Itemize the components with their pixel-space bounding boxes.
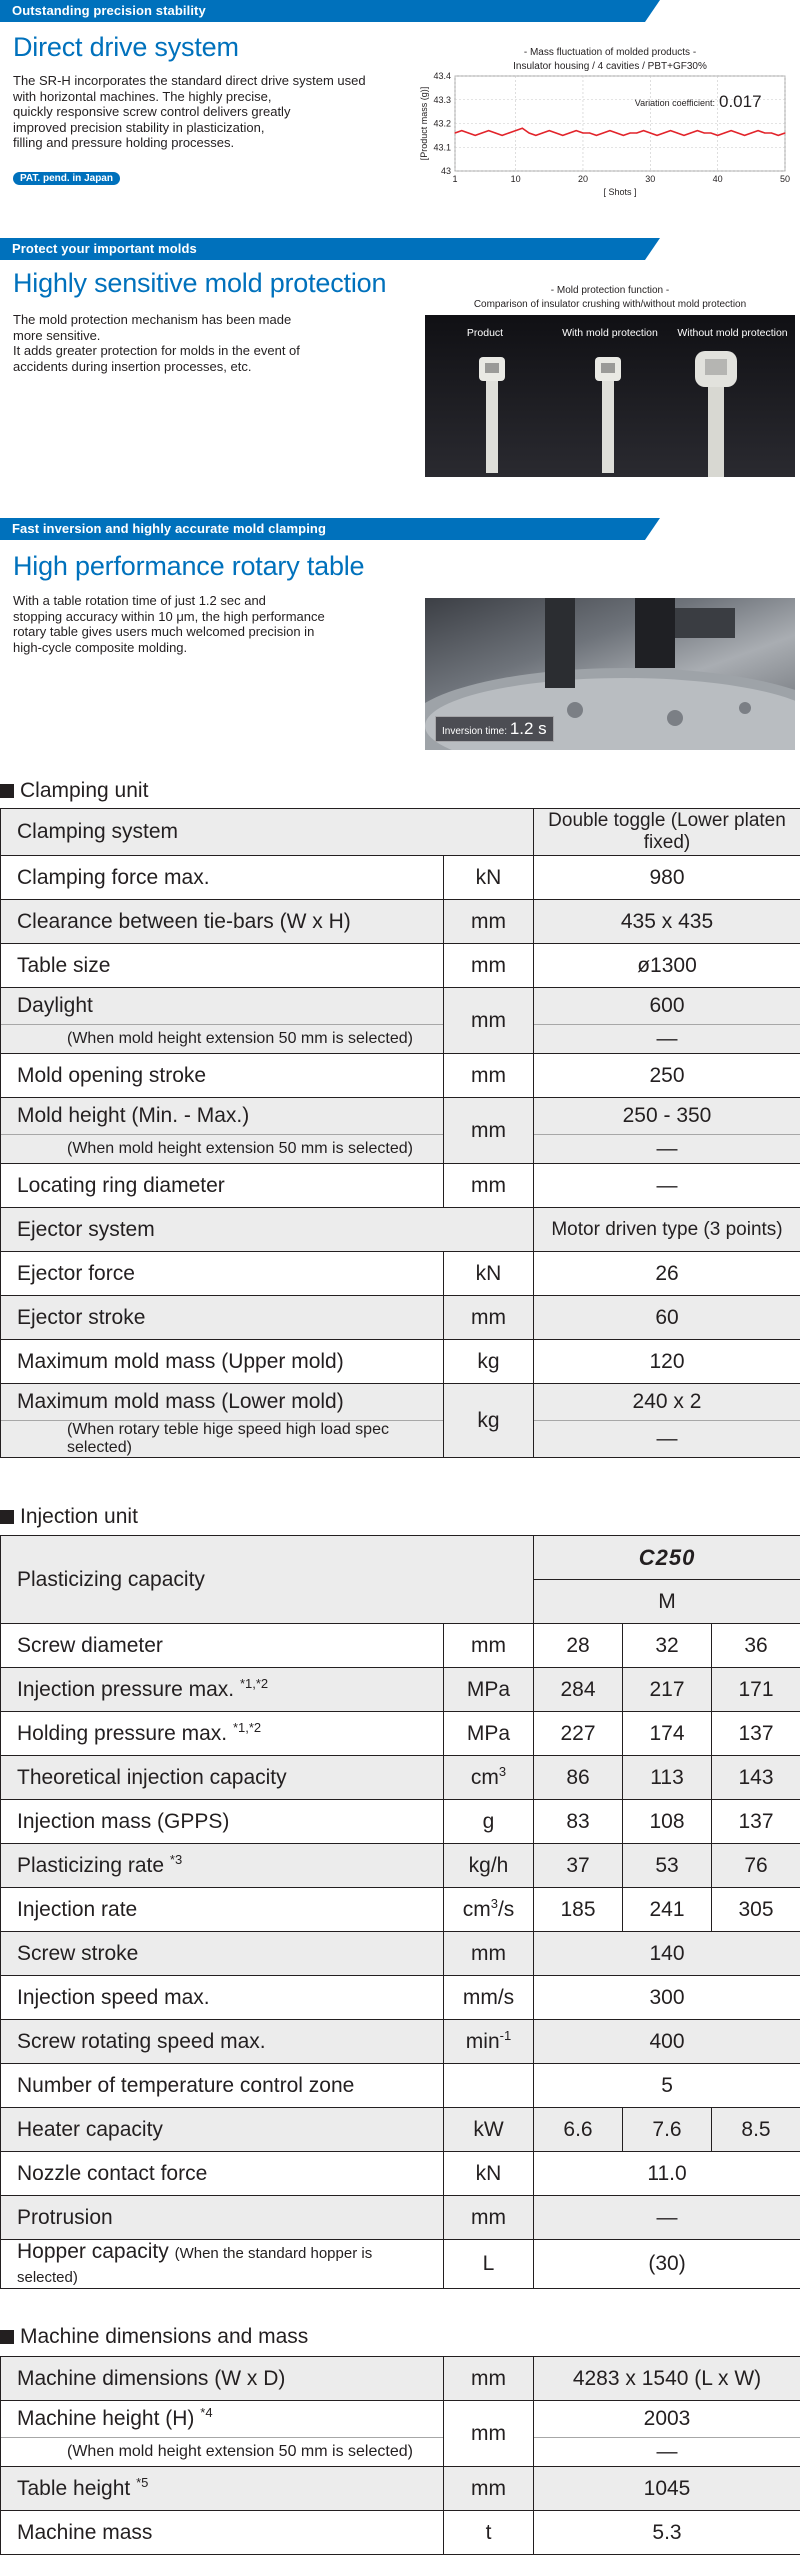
x-tick-label: 30 — [645, 174, 656, 184]
row-value: 8.5 — [712, 2108, 800, 2152]
row-value: 60 — [534, 1296, 800, 1340]
data-point — [670, 130, 671, 131]
bar-label: Fast inversion and highly accurate mold clamping — [12, 521, 326, 536]
mass-chart — [415, 72, 795, 202]
row-label: Table height $^{*5}$ — [1, 2467, 444, 2511]
row-value: 171 — [712, 1668, 800, 1712]
table-row — [1, 1712, 800, 1756]
table-row — [1, 1421, 800, 1458]
row-value: 240 x 2 — [534, 1384, 800, 1421]
table-row — [1, 900, 800, 944]
patent-badge: PAT. pend. in Japan — [13, 172, 120, 185]
table-row — [1, 2064, 800, 2108]
row-label: Injection speed max. — [1, 1976, 444, 2020]
row-label: Maximum mold mass (Upper mold) — [1, 1340, 444, 1384]
data-point — [461, 130, 462, 131]
footnote-mark: *1,*2 — [232, 1719, 262, 1735]
square-bullet-icon — [0, 2330, 14, 2344]
table-row — [1, 856, 800, 900]
screw-type: M — [534, 1580, 800, 1624]
data-point — [549, 130, 550, 131]
row-value: 137 — [712, 1712, 800, 1756]
unit-exponent: 3 — [498, 1763, 507, 1779]
section-bar — [0, 518, 660, 540]
row-value: 83 — [534, 1800, 623, 1844]
table-row — [1, 1135, 800, 1164]
table-row — [1, 1844, 800, 1888]
row-note: (When mold height extension 50 mm is selected) — [1, 1135, 444, 1164]
chart-title: - Mass fluctuation of molded products - — [523, 47, 697, 58]
data-point — [643, 130, 644, 131]
data-point — [731, 130, 732, 131]
row-value: 140 — [534, 1932, 800, 1976]
row-unit: MPa — [444, 1712, 534, 1756]
row-label: Clamping system — [1, 809, 534, 856]
row-unit: g — [444, 1800, 534, 1844]
row-value: 1045 — [534, 2467, 800, 2511]
row-note-value: — — [534, 2438, 800, 2467]
data-point — [542, 132, 543, 133]
row-value: 980 — [534, 856, 800, 900]
feature-body: The SR-H incorporates the standard direct drive system used with horizontal machines. The highly precise, quickly responsive screw control delivers greatly improved precision stability in plasticization, filling and pressure holding processes. — [13, 73, 366, 150]
table-row — [1, 1976, 800, 2020]
square-bullet-icon — [0, 1510, 14, 1524]
table-row — [1, 2108, 800, 2152]
row-value: 11.0 — [534, 2152, 800, 2196]
row-unit: kg/h — [444, 1844, 534, 1888]
row-unit: MPa — [444, 1668, 534, 1712]
row-unit: mm — [444, 2467, 534, 2511]
row-unit: mm — [444, 988, 534, 1054]
annotation-label: Variation coefficient: — [634, 98, 715, 108]
data-point — [724, 132, 725, 133]
row-value: 435 x 435 — [534, 900, 800, 944]
row-unit: mm — [444, 2401, 534, 2467]
table-row — [1, 1800, 800, 1844]
data-point — [710, 132, 711, 133]
clamping-section-title: Clamping unit — [0, 779, 148, 803]
row-note: (When mold height extension 50 mm is selected) — [1, 1025, 444, 1054]
data-point — [630, 132, 631, 133]
row-label: Injection rate — [1, 1888, 444, 1932]
row-unit: mm — [444, 1164, 534, 1208]
row-label: Clearance between tie-bars (W x H) — [1, 900, 444, 944]
data-point — [481, 132, 482, 133]
feature-rotary-table — [0, 518, 800, 758]
feature-body: With a table rotation time of just 1.2 sec and stopping accuracy within 10 μm, the high performance rotary table gives users much welcomed precision in high-cycle composite molding. — [13, 593, 325, 655]
feature-body: The mold protection mechanism has been made more sensitive. It adds greater protection for molds in the event of accidents during insertion processes, etc. — [13, 312, 300, 374]
data-point — [751, 132, 752, 133]
row-label: Machine mass — [1, 2511, 444, 2555]
inversion-time-badge: Inversion time: 1.2 s — [435, 716, 554, 742]
row-label: Mold height (Min. - Max.) — [1, 1098, 444, 1135]
plasticizing-capacity-label: Plasticizing capacity — [1, 1536, 534, 1624]
row-note-value: — — [534, 1135, 800, 1164]
table-row — [1, 1668, 800, 1712]
feature-mold-protection — [0, 238, 800, 488]
row-value: 400 — [534, 2020, 800, 2064]
row-value: 53 — [623, 1844, 712, 1888]
injection-table — [0, 1535, 800, 2289]
data-point — [582, 132, 583, 133]
row-label: Machine height (H) $^{*4}$ — [1, 2401, 444, 2438]
section-bar — [0, 0, 660, 22]
data-point — [656, 135, 657, 136]
data-point — [677, 132, 678, 133]
row-label: Screw rotating speed max. — [1, 2020, 444, 2064]
row-value: 174 — [623, 1712, 712, 1756]
machine-table — [0, 2356, 800, 2555]
row-value: 26 — [534, 1252, 800, 1296]
row-unit: mm — [444, 1932, 534, 1976]
table-row — [1, 1208, 800, 1252]
row-value: 305 — [712, 1888, 800, 1932]
data-point — [784, 132, 785, 133]
row-value: 32 — [623, 1624, 712, 1668]
y-axis-label: [Product mass (g)] — [419, 86, 429, 161]
data-point — [636, 132, 637, 133]
row-label: Ejector force — [1, 1252, 444, 1296]
data-point — [650, 132, 651, 133]
row-unit: t — [444, 2511, 534, 2555]
data-point — [522, 128, 523, 129]
data-point — [697, 130, 698, 131]
row-label: Screw stroke — [1, 1932, 444, 1976]
row-unit: kg — [444, 1384, 534, 1458]
table-row — [1, 1025, 800, 1054]
table-row — [1, 1252, 800, 1296]
y-tick-label: 43.1 — [433, 142, 451, 153]
row-value: 120 — [534, 1340, 800, 1384]
data-point — [757, 130, 758, 131]
square-bullet-icon — [0, 784, 14, 798]
row-value: 86 — [534, 1756, 623, 1800]
footnote-mark: *5 — [136, 2474, 149, 2490]
row-value: 108 — [623, 1800, 712, 1844]
row-label: Ejector system — [1, 1208, 534, 1252]
row-unit: $\min^{-1}$ — [444, 2020, 534, 2064]
row-unit: mm — [444, 2196, 534, 2240]
row-value: 217 — [623, 1668, 712, 1712]
row-note-value: — — [534, 1421, 800, 1458]
row-label: Maximum mold mass (Lower mold) — [1, 1384, 444, 1421]
row-label: Table size — [1, 944, 444, 988]
inversion-label: Inversion time — [442, 726, 505, 737]
row-value: 137 — [712, 1800, 800, 1844]
row-label: Number of temperature control zone — [1, 2064, 444, 2108]
row-label: Mold opening stroke — [1, 1054, 444, 1098]
table-row — [1, 2438, 800, 2467]
table-row — [1, 1340, 800, 1384]
table-row — [1, 2357, 800, 2401]
row-value: 284 — [534, 1668, 623, 1712]
data-point — [683, 135, 684, 136]
row-unit: kN — [444, 1252, 534, 1296]
table-row — [1, 1932, 800, 1976]
row-unit — [444, 2064, 534, 2108]
row-value: 28 — [534, 1624, 623, 1668]
data-point — [690, 132, 691, 133]
row-label: Injection mass (GPPS) — [1, 1800, 444, 1844]
row-value: 300 — [534, 1976, 800, 2020]
photo-label-product: Product — [466, 327, 504, 339]
data-point — [603, 132, 604, 133]
row-value: 37 — [534, 1844, 623, 1888]
table-row — [1, 2020, 800, 2064]
row-value: ø1300 — [534, 944, 800, 988]
row-label: Hopper capacity (When the standard hopper is selected) — [1, 2240, 444, 2289]
row-label-note: (When the standard hopper is selected) — [17, 2245, 373, 2286]
row-value: 143 — [712, 1756, 800, 1800]
annotation-value: 0.017 — [719, 92, 762, 111]
row-unit: kW — [444, 2108, 534, 2152]
table-row — [1, 2152, 800, 2196]
data-point — [623, 135, 624, 136]
mold-protection-photo — [425, 315, 795, 477]
table-row — [1, 2401, 800, 2438]
data-point — [515, 130, 516, 131]
row-unit: mm — [444, 944, 534, 988]
row-note: (When mold height extension 50 mm is selected) — [1, 2438, 444, 2467]
row-unit: mm — [444, 900, 534, 944]
data-point — [596, 135, 597, 136]
y-tick-label: 43.2 — [433, 118, 451, 129]
x-tick-label: 50 — [779, 174, 791, 184]
machine-section-title: Machine dimensions and mass — [0, 2325, 308, 2349]
row-unit: $cm^3/s$ — [444, 1888, 534, 1932]
row-label: Machine dimensions (W x D) — [1, 2357, 444, 2401]
bar-label: Protect your important molds — [12, 241, 197, 256]
row-value: 113 — [623, 1756, 712, 1800]
data-point — [704, 132, 705, 133]
row-value: 2003 — [534, 2401, 800, 2438]
row-unit: mm — [444, 1624, 534, 1668]
row-unit: mm — [444, 1054, 534, 1098]
row-label: Holding pressure max. $^{*1,*2}$ — [1, 1712, 444, 1756]
feature-direct-drive — [0, 0, 800, 230]
row-label: Locating ring diameter — [1, 1164, 444, 1208]
y-tick-label: 43 — [440, 166, 451, 176]
row-unit: mm/s — [444, 1976, 534, 2020]
row-label: Daylight — [1, 988, 444, 1025]
row-value: 241 — [623, 1888, 712, 1932]
x-tick-label: 20 — [577, 174, 588, 184]
bar-label: Outstanding precision stability — [12, 3, 206, 18]
row-value: 76 — [712, 1844, 800, 1888]
table-row — [1, 1888, 800, 1932]
row-label: Heater capacity — [1, 2108, 444, 2152]
table-row — [1, 1384, 800, 1421]
data-point — [616, 132, 617, 133]
table-row — [1, 1624, 800, 1668]
photo-label-with: With mold protection — [562, 327, 658, 339]
row-label: Plasticizing rate $^{*3}$ — [1, 1844, 444, 1888]
inversion-value: 1.2 s — [509, 719, 547, 738]
feature-title: High performance rotary table — [13, 551, 365, 581]
data-point — [488, 130, 489, 131]
section-bar — [0, 238, 660, 260]
injection-section-title: Injection unit — [0, 1505, 138, 1529]
row-value: Motor driven type (3 points) — [534, 1208, 800, 1252]
row-value: (30) — [534, 2240, 800, 2289]
data-point — [569, 132, 570, 133]
rotary-table-photo — [425, 598, 795, 750]
row-value: 250 - 350 — [534, 1098, 800, 1135]
data-point — [576, 130, 577, 131]
data-point — [528, 132, 529, 133]
row-unit: mm — [444, 1098, 534, 1164]
row-value: — — [534, 1164, 800, 1208]
table-row — [1, 2511, 800, 2555]
photo-label-without: Without mold protection — [677, 327, 788, 339]
x-axis-label: [ Shots ] — [603, 187, 637, 197]
row-unit: $cm^3$ — [444, 1756, 534, 1800]
photo-caption-subtitle: Comparison of insulator crushing with/without mold protection — [473, 299, 747, 310]
data-point — [454, 132, 455, 133]
row-value: 185 — [534, 1888, 623, 1932]
row-value: 36 — [712, 1624, 800, 1668]
data-point — [589, 132, 590, 133]
row-label: Protrusion — [1, 2196, 444, 2240]
footnote-mark: *1,*2 — [239, 1675, 269, 1691]
chart-subtitle: Insulator housing / 4 cavities / PBT+GF30% — [513, 61, 707, 72]
data-point — [508, 132, 509, 133]
model-name: C250 — [534, 1536, 800, 1580]
y-tick-label: 43.3 — [433, 94, 451, 105]
x-tick-label: 1 — [452, 174, 458, 184]
table-row — [1, 1164, 800, 1208]
x-tick-label: 10 — [510, 174, 521, 184]
clamping-table — [0, 808, 800, 1458]
row-note-value: — — [534, 1025, 800, 1054]
row-unit: kg — [444, 1340, 534, 1384]
row-value: 6.6 — [534, 2108, 623, 2152]
data-point — [535, 135, 536, 136]
data-point — [737, 132, 738, 133]
table-row — [1, 2467, 800, 2511]
row-unit: mm — [444, 1296, 534, 1340]
row-unit: kN — [444, 2152, 534, 2196]
row-value: 5 — [534, 2064, 800, 2108]
row-value: 227 — [534, 1712, 623, 1756]
table-row — [1, 1756, 800, 1800]
row-label: Injection pressure max. $^{*1,*2}$ — [1, 1668, 444, 1712]
feature-title: Direct drive system — [13, 32, 239, 62]
photo-caption-title: - Mold protection function - — [550, 285, 670, 296]
row-value: Double toggle (Lower platen fixed) — [534, 809, 800, 856]
cable-tie-illustration — [425, 315, 795, 477]
data-point — [555, 132, 556, 133]
table-row — [1, 1536, 800, 1580]
row-label: Clamping force max. — [1, 856, 444, 900]
table-row — [1, 1296, 800, 1340]
row-unit: mm — [444, 2357, 534, 2401]
data-point — [562, 135, 563, 136]
row-value: 7.6 — [623, 2108, 712, 2152]
table-row — [1, 2196, 800, 2240]
row-label: Screw diameter — [1, 1624, 444, 1668]
footnote-mark: *4 — [200, 2405, 213, 2420]
data-point — [609, 130, 610, 131]
data-point — [495, 132, 496, 133]
row-label: Nozzle contact force — [1, 2152, 444, 2196]
row-label: Theoretical injection capacity — [1, 1756, 444, 1800]
table-row — [1, 988, 800, 1025]
data-point — [717, 135, 718, 136]
table-row — [1, 944, 800, 988]
row-value: 250 — [534, 1054, 800, 1098]
table-row — [1, 2240, 800, 2289]
unit-exponent: -1 — [499, 2027, 512, 2043]
row-value: 5.3 — [534, 2511, 800, 2555]
y-tick-label: 43.4 — [433, 72, 451, 81]
footnote-mark: *3 — [169, 1851, 183, 1867]
data-point — [764, 132, 765, 133]
row-unit: kN — [444, 856, 534, 900]
data-point — [663, 132, 664, 133]
data-point — [744, 135, 745, 136]
data-point — [502, 135, 503, 136]
row-value: 600 — [534, 988, 800, 1025]
table-row — [1, 809, 800, 856]
table-row — [1, 1054, 800, 1098]
data-point — [771, 132, 772, 133]
unit-exponent: 3 — [490, 1895, 498, 1911]
row-value: 4283 x 1540 (L x W) — [534, 2357, 800, 2401]
table-row — [1, 1098, 800, 1135]
row-unit: L — [444, 2240, 534, 2289]
data-point — [778, 135, 779, 136]
data-point — [468, 132, 469, 133]
row-note: (When rotary teble hige speed high load spec selected) — [1, 1421, 444, 1458]
data-point — [475, 135, 476, 136]
x-tick-label: 40 — [712, 174, 723, 184]
feature-title: Highly sensitive mold protection — [13, 268, 387, 298]
row-label: Ejector stroke — [1, 1296, 444, 1340]
row-value: — — [534, 2196, 800, 2240]
